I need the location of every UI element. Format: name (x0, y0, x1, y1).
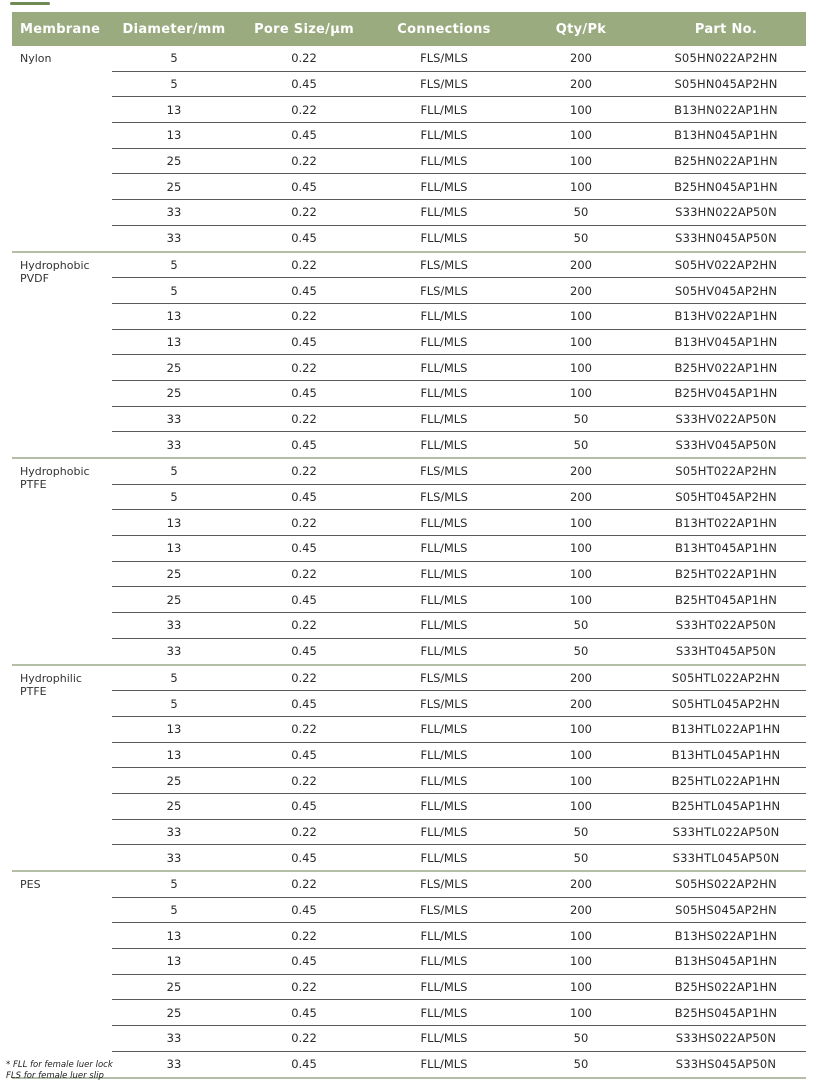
table-row (12, 536, 806, 562)
diameter-cell: 13 (112, 123, 236, 149)
qty-cell: 50 (516, 638, 646, 664)
part-no-cell: S05HTL022AP2HN (646, 665, 806, 691)
connections-cell: FLL/MLS (372, 123, 516, 149)
connections-cell: FLL/MLS (372, 1051, 516, 1077)
table-row (12, 793, 806, 819)
part-no-cell: S33HT022AP50N (646, 613, 806, 639)
connections-cell: FLL/MLS (372, 1026, 516, 1052)
part-no-cell: B13HN022AP1HN (646, 97, 806, 123)
diameter-cell: 5 (112, 46, 236, 71)
pore-size-cell: 0.45 (236, 1000, 372, 1026)
pore-size-cell: 0.22 (236, 974, 372, 1000)
diameter-cell: 33 (112, 406, 236, 432)
connections-cell: FLL/MLS (372, 768, 516, 794)
part-no-cell: S33HN045AP50N (646, 225, 806, 251)
part-no-cell: S33HS022AP50N (646, 1026, 806, 1052)
pore-size-cell: 0.45 (236, 1051, 372, 1077)
table-row (12, 845, 806, 871)
part-no-cell: B13HS045AP1HN (646, 949, 806, 975)
part-no-cell: S05HN022AP2HN (646, 46, 806, 71)
qty-cell: 100 (516, 329, 646, 355)
qty-cell: 100 (516, 793, 646, 819)
pore-size-cell: 0.45 (236, 536, 372, 562)
connections-cell: FLS/MLS (372, 897, 516, 923)
pore-size-cell: 0.22 (236, 923, 372, 949)
product-table (12, 12, 806, 1079)
connections-cell: FLS/MLS (372, 46, 516, 71)
part-no-cell: B25HV045AP1HN (646, 380, 806, 406)
part-no-cell: B25HTL045AP1HN (646, 793, 806, 819)
qty-cell: 100 (516, 1000, 646, 1026)
diameter-cell: 13 (112, 716, 236, 742)
pore-size-cell: 0.45 (236, 845, 372, 871)
connections-cell: FLL/MLS (372, 923, 516, 949)
table-row (12, 949, 806, 975)
diameter-cell: 5 (112, 458, 236, 484)
diameter-cell: 25 (112, 174, 236, 200)
header-connections: Connections (372, 12, 516, 46)
header-membrane: Membrane (12, 12, 112, 46)
table-row (12, 355, 806, 381)
qty-cell: 100 (516, 768, 646, 794)
diameter-cell: 5 (112, 897, 236, 923)
diameter-cell: 13 (112, 97, 236, 123)
connections-cell: FLL/MLS (372, 174, 516, 200)
diameter-cell: 25 (112, 561, 236, 587)
connections-cell: FLL/MLS (372, 974, 516, 1000)
qty-cell: 50 (516, 613, 646, 639)
diameter-cell: 25 (112, 355, 236, 381)
diameter-cell: 33 (112, 225, 236, 251)
qty-cell: 100 (516, 380, 646, 406)
part-no-cell: B13HS022AP1HN (646, 923, 806, 949)
table-row (12, 1051, 806, 1077)
pore-size-cell: 0.45 (236, 380, 372, 406)
pore-size-cell: 0.22 (236, 613, 372, 639)
pore-size-cell: 0.22 (236, 768, 372, 794)
qty-cell: 100 (516, 742, 646, 768)
diameter-cell: 5 (112, 484, 236, 510)
diameter-cell: 33 (112, 845, 236, 871)
table-row (12, 484, 806, 510)
header-part-no: Part No. (646, 12, 806, 46)
pore-size-cell: 0.45 (236, 691, 372, 717)
connections-cell: FLL/MLS (372, 561, 516, 587)
qty-cell: 100 (516, 949, 646, 975)
pore-size-cell: 0.22 (236, 716, 372, 742)
pore-size-cell: 0.45 (236, 949, 372, 975)
table-row (12, 278, 806, 304)
part-no-cell: B13HTL022AP1HN (646, 716, 806, 742)
pore-size-cell: 0.22 (236, 303, 372, 329)
diameter-cell: 5 (112, 71, 236, 97)
connections-cell: FLS/MLS (372, 71, 516, 97)
pore-size-cell: 0.22 (236, 148, 372, 174)
diameter-cell: 25 (112, 587, 236, 613)
qty-cell: 200 (516, 71, 646, 97)
table-row (12, 406, 806, 432)
pore-size-cell: 0.22 (236, 871, 372, 897)
part-no-cell: S05HT022AP2HN (646, 458, 806, 484)
qty-cell: 100 (516, 97, 646, 123)
qty-cell: 200 (516, 897, 646, 923)
connections-cell: FLL/MLS (372, 613, 516, 639)
table-row (12, 174, 806, 200)
table-row (12, 974, 806, 1000)
membrane-cell: Hydrophobic PVDF (12, 252, 112, 459)
table-row (12, 691, 806, 717)
qty-cell: 50 (516, 1051, 646, 1077)
qty-cell: 50 (516, 200, 646, 226)
table-row (12, 380, 806, 406)
diameter-cell: 25 (112, 1000, 236, 1026)
diameter-cell: 5 (112, 252, 236, 278)
connections-cell: FLS/MLS (372, 484, 516, 510)
part-no-cell: B25HN022AP1HN (646, 148, 806, 174)
pore-size-cell: 0.22 (236, 1026, 372, 1052)
qty-cell: 200 (516, 484, 646, 510)
connections-cell: FLL/MLS (372, 432, 516, 458)
pore-size-cell: 0.45 (236, 484, 372, 510)
diameter-cell: 13 (112, 923, 236, 949)
connections-cell: FLL/MLS (372, 97, 516, 123)
part-no-cell: B13HV045AP1HN (646, 329, 806, 355)
diameter-cell: 25 (112, 148, 236, 174)
part-no-cell: B13HT045AP1HN (646, 536, 806, 562)
footnote-fls: FLS for female luer slip (6, 1071, 104, 1081)
table-row (12, 97, 806, 123)
pore-size-cell: 0.22 (236, 665, 372, 691)
table-row (12, 923, 806, 949)
diameter-cell: 13 (112, 510, 236, 536)
pore-size-cell: 0.22 (236, 819, 372, 845)
table-row (12, 742, 806, 768)
connections-cell: FLL/MLS (372, 303, 516, 329)
pore-size-cell: 0.45 (236, 793, 372, 819)
part-no-cell: B13HTL045AP1HN (646, 742, 806, 768)
part-no-cell: S33HTL022AP50N (646, 819, 806, 845)
membrane-cell: Hydrophilic PTFE (12, 665, 112, 872)
part-no-cell: S33HN022AP50N (646, 200, 806, 226)
diameter-cell: 33 (112, 1026, 236, 1052)
part-no-cell: S33HV045AP50N (646, 432, 806, 458)
qty-cell: 200 (516, 871, 646, 897)
part-no-cell: S33HV022AP50N (646, 406, 806, 432)
table-row (12, 46, 806, 71)
membrane-cell: Hydrophobic PTFE (12, 458, 112, 665)
pore-size-cell: 0.22 (236, 510, 372, 536)
qty-cell: 200 (516, 458, 646, 484)
pore-size-cell: 0.45 (236, 638, 372, 664)
qty-cell: 50 (516, 432, 646, 458)
header-decoration (10, 0, 50, 8)
table-row (12, 1026, 806, 1052)
pore-size-cell: 0.45 (236, 174, 372, 200)
pore-size-cell: 0.22 (236, 46, 372, 71)
qty-cell: 50 (516, 225, 646, 251)
diameter-cell: 13 (112, 536, 236, 562)
footnotes (6, 1060, 113, 1082)
pore-size-cell: 0.45 (236, 587, 372, 613)
part-no-cell: B25HV022AP1HN (646, 355, 806, 381)
table-row (12, 510, 806, 536)
connections-cell: FLL/MLS (372, 148, 516, 174)
connections-cell: FLL/MLS (372, 510, 516, 536)
diameter-cell: 5 (112, 871, 236, 897)
table-header (12, 12, 806, 46)
qty-cell: 100 (516, 974, 646, 1000)
table-row (12, 665, 806, 691)
qty-cell: 200 (516, 278, 646, 304)
diameter-cell: 25 (112, 768, 236, 794)
table-row (12, 638, 806, 664)
pore-size-cell: 0.45 (236, 123, 372, 149)
part-no-cell: B25HTL022AP1HN (646, 768, 806, 794)
table-row (12, 200, 806, 226)
qty-cell: 100 (516, 561, 646, 587)
part-no-cell: B13HN045AP1HN (646, 123, 806, 149)
pore-size-cell: 0.45 (236, 897, 372, 923)
diameter-cell: 33 (112, 638, 236, 664)
connections-cell: FLS/MLS (372, 691, 516, 717)
pore-size-cell: 0.22 (236, 252, 372, 278)
connections-cell: FLL/MLS (372, 716, 516, 742)
pore-size-cell: 0.45 (236, 71, 372, 97)
qty-cell: 100 (516, 148, 646, 174)
connections-cell: FLL/MLS (372, 793, 516, 819)
qty-cell: 50 (516, 1026, 646, 1052)
pore-size-cell: 0.22 (236, 458, 372, 484)
qty-cell: 100 (516, 536, 646, 562)
connections-cell: FLL/MLS (372, 819, 516, 845)
part-no-cell: B25HS045AP1HN (646, 1000, 806, 1026)
part-no-cell: S05HS045AP2HN (646, 897, 806, 923)
table-row (12, 871, 806, 897)
qty-cell: 100 (516, 355, 646, 381)
part-no-cell: B25HS022AP1HN (646, 974, 806, 1000)
part-no-cell: S05HV045AP2HN (646, 278, 806, 304)
connections-cell: FLL/MLS (372, 587, 516, 613)
qty-cell: 50 (516, 819, 646, 845)
diameter-cell: 33 (112, 819, 236, 845)
part-no-cell: S05HTL045AP2HN (646, 691, 806, 717)
diameter-cell: 33 (112, 200, 236, 226)
pore-size-cell: 0.45 (236, 278, 372, 304)
connections-cell: FLL/MLS (372, 949, 516, 975)
table-row (12, 587, 806, 613)
connections-cell: FLL/MLS (372, 1000, 516, 1026)
connections-cell: FLL/MLS (372, 355, 516, 381)
pore-size-cell: 0.45 (236, 225, 372, 251)
diameter-cell: 5 (112, 691, 236, 717)
connections-cell: FLL/MLS (372, 638, 516, 664)
table-row (12, 225, 806, 251)
diameter-cell: 13 (112, 949, 236, 975)
diameter-cell: 13 (112, 303, 236, 329)
membrane-cell: PES (12, 871, 112, 1078)
qty-cell: 200 (516, 691, 646, 717)
connections-cell: FLL/MLS (372, 200, 516, 226)
part-no-cell: S05HV022AP2HN (646, 252, 806, 278)
diameter-cell: 33 (112, 432, 236, 458)
table-row (12, 768, 806, 794)
diameter-cell: 13 (112, 742, 236, 768)
table-row (12, 1000, 806, 1026)
qty-cell: 200 (516, 46, 646, 71)
table-row (12, 303, 806, 329)
diameter-cell: 25 (112, 793, 236, 819)
connections-cell: FLS/MLS (372, 871, 516, 897)
connections-cell: FLL/MLS (372, 536, 516, 562)
part-no-cell: B25HT045AP1HN (646, 587, 806, 613)
connections-cell: FLL/MLS (372, 225, 516, 251)
connections-cell: FLL/MLS (372, 329, 516, 355)
part-no-cell: S05HS022AP2HN (646, 871, 806, 897)
qty-cell: 100 (516, 174, 646, 200)
pore-size-cell: 0.45 (236, 432, 372, 458)
pore-size-cell: 0.22 (236, 561, 372, 587)
table-row (12, 613, 806, 639)
qty-cell: 100 (516, 716, 646, 742)
qty-cell: 100 (516, 123, 646, 149)
pore-size-cell: 0.22 (236, 406, 372, 432)
table-row (12, 329, 806, 355)
header-diameter: Diameter/mm (112, 12, 236, 46)
connections-cell: FLL/MLS (372, 380, 516, 406)
part-no-cell: S33HT045AP50N (646, 638, 806, 664)
table-row (12, 123, 806, 149)
pore-size-cell: 0.22 (236, 97, 372, 123)
table-row (12, 148, 806, 174)
connections-cell: FLL/MLS (372, 406, 516, 432)
diameter-cell: 33 (112, 613, 236, 639)
table-row (12, 252, 806, 278)
table-row (12, 716, 806, 742)
table-body (12, 46, 806, 1078)
part-no-cell: S33HS045AP50N (646, 1051, 806, 1077)
table-row (12, 71, 806, 97)
qty-cell: 200 (516, 252, 646, 278)
diameter-cell: 33 (112, 1051, 236, 1077)
connections-cell: FLL/MLS (372, 742, 516, 768)
connections-cell: FLS/MLS (372, 252, 516, 278)
pore-size-cell: 0.22 (236, 200, 372, 226)
part-no-cell: S33HTL045AP50N (646, 845, 806, 871)
pore-size-cell: 0.45 (236, 329, 372, 355)
part-no-cell: S05HT045AP2HN (646, 484, 806, 510)
connections-cell: FLS/MLS (372, 665, 516, 691)
qty-cell: 100 (516, 303, 646, 329)
membrane-cell: Nylon (12, 46, 112, 252)
table-row (12, 561, 806, 587)
part-no-cell: S05HN045AP2HN (646, 71, 806, 97)
header-pore-size: Pore Size/µm (236, 12, 372, 46)
qty-cell: 200 (516, 665, 646, 691)
table-row (12, 458, 806, 484)
pore-size-cell: 0.45 (236, 742, 372, 768)
diameter-cell: 5 (112, 665, 236, 691)
qty-cell: 50 (516, 406, 646, 432)
part-no-cell: B13HT022AP1HN (646, 510, 806, 536)
part-no-cell: B13HV022AP1HN (646, 303, 806, 329)
part-no-cell: B25HN045AP1HN (646, 174, 806, 200)
connections-cell: FLL/MLS (372, 845, 516, 871)
table-row (12, 432, 806, 458)
diameter-cell: 25 (112, 380, 236, 406)
table-row (12, 819, 806, 845)
qty-cell: 100 (516, 587, 646, 613)
table-row (12, 897, 806, 923)
diameter-cell: 13 (112, 329, 236, 355)
qty-cell: 100 (516, 510, 646, 536)
pore-size-cell: 0.22 (236, 355, 372, 381)
diameter-cell: 5 (112, 278, 236, 304)
part-no-cell: B25HT022AP1HN (646, 561, 806, 587)
header-qty: Qty/Pk (516, 12, 646, 46)
connections-cell: FLS/MLS (372, 278, 516, 304)
footnote-fll: * FLL for female luer lock (6, 1060, 113, 1070)
qty-cell: 50 (516, 845, 646, 871)
qty-cell: 100 (516, 923, 646, 949)
connections-cell: FLS/MLS (372, 458, 516, 484)
diameter-cell: 25 (112, 974, 236, 1000)
